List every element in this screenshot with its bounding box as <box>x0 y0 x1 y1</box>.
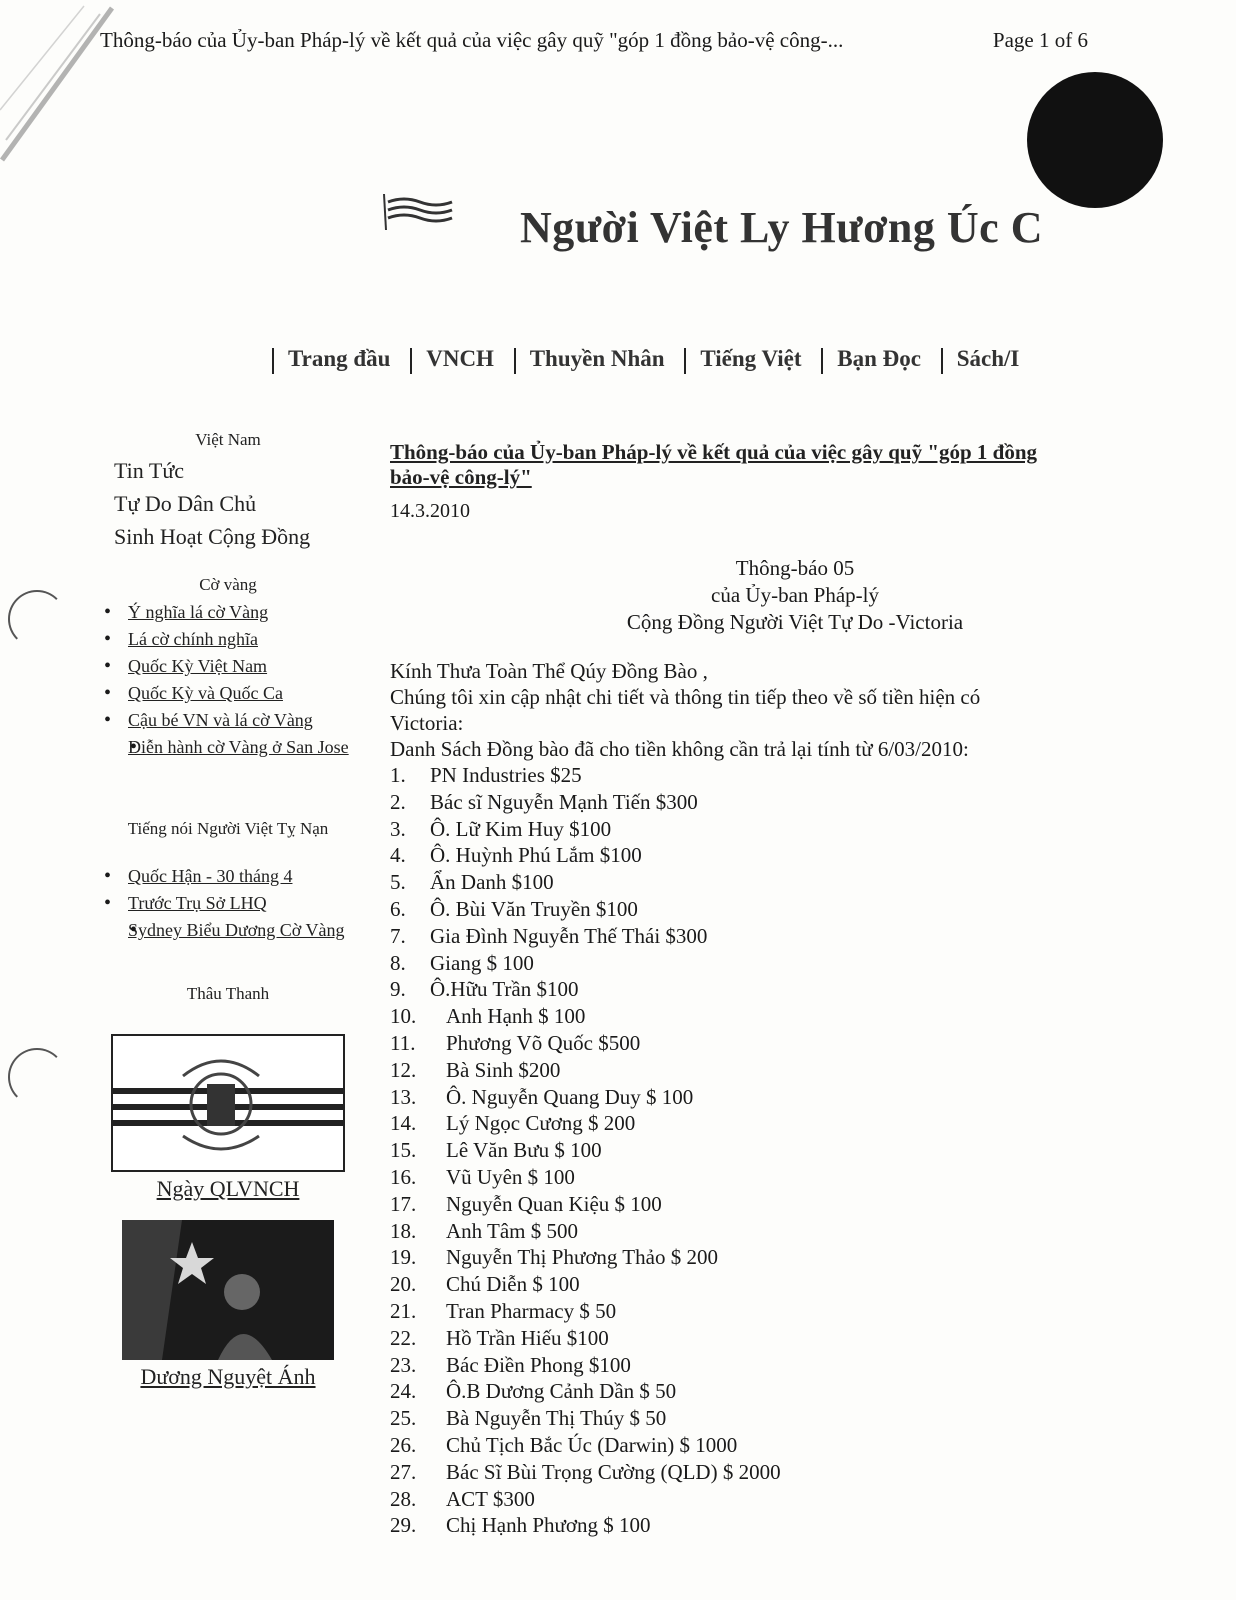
donor-number: 14. <box>390 1111 417 1136</box>
nav-separator <box>514 348 516 374</box>
notice-line: của Ủy-ban Pháp-lý <box>711 583 879 607</box>
sidebar-link-chinh-nghia[interactable]: Lá cờ chính nghĩa <box>128 629 258 649</box>
print-header <box>100 28 1100 53</box>
donor-number: 24. <box>390 1379 417 1404</box>
donor-entry: Hồ Trần Hiếu $100 <box>446 1325 609 1350</box>
donor-row <box>390 1030 1110 1057</box>
donor-number: 18. <box>390 1218 417 1243</box>
donor-row <box>390 1244 1110 1271</box>
donor-number: 28. <box>390 1486 417 1511</box>
donor-row <box>390 816 1110 843</box>
donor-number: 6. <box>390 896 406 921</box>
punch-hole <box>8 590 66 648</box>
sidebar-heading-tieng-noi: Tiếng nói Người Việt Tỵ Nạn <box>127 819 329 838</box>
donor-number: 13. <box>390 1084 417 1109</box>
donor-number: 22. <box>390 1325 417 1350</box>
list-item <box>98 626 358 653</box>
article <box>390 440 1110 1539</box>
nav-item-tieng-viet[interactable]: Tiếng Việt <box>700 346 802 371</box>
donor-entry: Gia Đình Nguyễn Thế Thái $300 <box>430 923 708 948</box>
donor-row <box>390 1164 1110 1191</box>
donor-number: 16. <box>390 1164 417 1189</box>
nav-item-thuyen-nhan[interactable]: Thuyền Nhân <box>529 346 665 371</box>
donor-number: 27. <box>390 1459 417 1484</box>
donor-row <box>390 1137 1110 1164</box>
nav-item-vnch[interactable]: VNCH <box>426 346 494 371</box>
donor-entry: Ô.Hữu Trần $100 <box>430 977 579 1002</box>
donor-row <box>390 1378 1110 1405</box>
sidebar-link-quoc-ky[interactable]: Quốc Kỳ Việt Nam <box>128 656 268 676</box>
site-title[interactable]: Người Việt Ly Hương Úc C <box>520 203 1043 252</box>
sidebar-link-sydney[interactable]: Sydney Biểu Dương Cờ Vàng <box>128 920 345 940</box>
donor-row <box>390 976 1110 1003</box>
list-item <box>98 707 358 734</box>
media-caption-duong-nguyet-anh[interactable]: Dương Nguyệt Ánh <box>140 1364 316 1389</box>
sidebar-link-cau-be[interactable]: Cậu bé VN và lá cờ Vàng <box>128 710 313 730</box>
donor-entry: Anh Tâm $ 500 <box>446 1218 579 1243</box>
notice-line: Thông-báo 05 <box>735 556 855 580</box>
donor-row <box>390 1459 1110 1486</box>
donor-row <box>390 896 1110 923</box>
list-item <box>98 863 358 890</box>
list-item <box>98 599 358 626</box>
donor-entry: Bác Sĩ Bùi Trọng Cường (QLD) $ 2000 <box>446 1459 781 1484</box>
donor-entry: Phương Võ Quốc $500 <box>446 1030 641 1055</box>
donor-number: 17. <box>390 1191 417 1216</box>
donor-entry: Bà Nguyễn Thị Thúy $ 50 <box>446 1406 667 1431</box>
sidebar-heading-viet-nam: Việt Nam <box>195 430 261 449</box>
donor-number: 5. <box>390 870 406 895</box>
donor-row <box>390 762 1110 789</box>
donor-number: 23. <box>390 1352 417 1377</box>
donor-entry: PN Industries $25 <box>430 763 582 787</box>
donor-entry: Vũ Uyên $ 100 <box>446 1164 575 1189</box>
donor-row <box>390 1298 1110 1325</box>
donor-number: 10. <box>390 1004 417 1029</box>
donor-entry: Nguyễn Quan Kiệu $ 100 <box>446 1191 662 1216</box>
donor-row <box>390 1003 1110 1030</box>
donor-row <box>390 1271 1110 1298</box>
donor-entry: Ô. Huỳnh Phú Lắm $100 <box>430 843 642 868</box>
donor-row <box>390 1325 1110 1352</box>
top-nav <box>272 346 1100 374</box>
notice-heading <box>390 555 1110 636</box>
donor-entry: Ẩn Danh $100 <box>430 870 554 895</box>
page-number: Page 1 of 6 <box>992 28 1088 52</box>
media-thumbnail[interactable] <box>122 1220 334 1360</box>
media-card <box>98 1034 358 1202</box>
greeting: Kính Thưa Toàn Thể Qúy Đồng Bào , <box>390 659 708 683</box>
donor-row <box>390 869 1110 896</box>
donor-entry: Chú Diễn $ 100 <box>446 1272 580 1297</box>
donor-number: 1. <box>390 763 406 787</box>
sidebar-link-y-nghia[interactable]: Ý nghĩa lá cờ Vàng <box>128 602 269 622</box>
sidebar-heading-co-vang: Cờ vàng <box>199 575 257 594</box>
media-card <box>98 1220 358 1390</box>
donor-number: 7. <box>390 923 406 948</box>
sidebar-link-quoc-ky-quoc-ca[interactable]: Quốc Kỳ và Quốc Ca <box>128 683 283 703</box>
list-item <box>98 653 358 680</box>
donor-number: 2. <box>390 789 406 814</box>
co-vang-link-list <box>98 599 358 761</box>
sidebar-link-tin-tuc[interactable]: Tin Tức <box>114 458 185 483</box>
donor-row <box>390 789 1110 816</box>
donor-number: 3. <box>390 816 406 841</box>
army-emblem-flag-icon <box>113 1036 343 1170</box>
donor-number: 12. <box>390 1057 417 1082</box>
redaction-blot <box>1027 72 1163 208</box>
donor-list-intro: Danh Sách Đồng bào đã cho tiền không cần trả lại tính từ 6/03/2010: <box>390 737 969 761</box>
flag-logo-icon[interactable] <box>380 190 460 234</box>
nav-separator <box>684 348 686 374</box>
donor-number: 25. <box>390 1406 417 1431</box>
nav-separator <box>410 348 412 374</box>
donor-entry: Ô. Lữ Kim Huy $100 <box>430 816 612 841</box>
donor-number: 11. <box>390 1030 416 1055</box>
media-caption-ngay-qlvnch[interactable]: Ngày QLVNCH <box>156 1176 300 1201</box>
donor-entry: Nguyễn Thị Phương Thảo $ 200 <box>446 1245 718 1270</box>
tieng-noi-link-list <box>98 863 358 944</box>
article-title[interactable]: Thông-báo của Ủy-ban Pháp-lý về kết quả của việc gây quỹ "góp 1 đồng bảo-vệ công-lý" <box>390 440 1038 489</box>
donor-entry: Anh Hạnh $ 100 <box>446 1004 586 1029</box>
donor-row <box>390 1486 1110 1513</box>
donor-row <box>390 1084 1110 1111</box>
nav-separator <box>941 348 943 374</box>
donor-entry: Ô. Nguyễn Quang Duy $ 100 <box>446 1084 694 1109</box>
donor-entry: Chị Hạnh Phương $ 100 <box>446 1513 651 1538</box>
donor-entry: Giang $ 100 <box>430 950 534 975</box>
donor-entry: Ô. Bùi Văn Truyền $100 <box>430 896 638 921</box>
list-item <box>98 680 358 707</box>
donor-row <box>390 1110 1110 1137</box>
donor-number: 19. <box>390 1245 417 1270</box>
donor-row <box>390 1191 1110 1218</box>
sidebar-link-quoc-han[interactable]: Quốc Hận - 30 tháng 4 <box>128 866 293 886</box>
donor-number: 26. <box>390 1432 417 1457</box>
donor-entry: Chủ Tịch Bắc Úc (Darwin) $ 1000 <box>446 1432 738 1457</box>
nav-separator <box>272 348 274 374</box>
list-item <box>98 890 358 917</box>
donor-row <box>390 842 1110 869</box>
singer-photo-icon <box>122 1220 334 1360</box>
donor-entry: Lê Văn Bưu $ 100 <box>446 1138 602 1163</box>
donor-entry: Bà Sinh $200 <box>446 1057 561 1082</box>
sidebar-link-dien-hanh[interactable]: Diễn hành cờ Vàng ở San Jose <box>128 737 349 757</box>
nav-separator <box>821 348 823 374</box>
punch-hole <box>8 1048 66 1106</box>
donor-row <box>390 1512 1110 1539</box>
donor-row <box>390 923 1110 950</box>
donor-number: 9. <box>390 977 406 1002</box>
donor-row <box>390 1432 1110 1459</box>
intro-text-cont: Victoria: <box>390 711 464 735</box>
sidebar <box>98 430 358 1390</box>
list-item <box>98 734 358 761</box>
donor-entry: ACT $300 <box>446 1486 535 1511</box>
nav-item-sach[interactable]: Sách/I <box>956 346 1020 371</box>
print-header-title: Thông-báo của Ủy-ban Pháp-lý về kết quả của việc gây quỹ "góp 1 đồng bảo-vệ công-... <box>100 28 844 52</box>
donor-row <box>390 950 1110 977</box>
donor-entry: Ô.B Dương Cảnh Dần $ 50 <box>446 1379 677 1404</box>
donor-number: 4. <box>390 843 406 868</box>
donor-list <box>390 762 1110 1539</box>
donor-row <box>390 1218 1110 1245</box>
donor-entry: Tran Pharmacy $ 50 <box>446 1298 617 1323</box>
sidebar-link-sinh-hoat[interactable]: Sinh Hoạt Cộng Đồng <box>114 524 311 549</box>
donor-number: 15. <box>390 1138 417 1163</box>
donor-number: 29. <box>390 1513 417 1538</box>
article-date: 14.3.2010 <box>390 500 470 522</box>
donor-entry: Lý Ngọc Cương $ 200 <box>446 1111 636 1136</box>
donor-number: 20. <box>390 1272 417 1297</box>
donor-row <box>390 1352 1110 1379</box>
list-item <box>98 917 358 944</box>
donor-row <box>390 1405 1110 1432</box>
media-thumbnail[interactable] <box>111 1034 345 1172</box>
donor-number: 8. <box>390 950 406 975</box>
sidebar-link-lhq[interactable]: Trước Trụ Sở LHQ <box>128 893 267 913</box>
sidebar-link-tu-do-dan-chu[interactable]: Tự Do Dân Chủ <box>114 491 257 516</box>
donor-row <box>390 1057 1110 1084</box>
nav-item-ban-doc[interactable]: Bạn Đọc <box>837 346 921 371</box>
donor-number: 21. <box>390 1298 417 1323</box>
intro-text: Chúng tôi xin cập nhật chi tiết và thông tin tiếp theo về số tiền hiện có <box>390 685 981 709</box>
donor-entry: Bác sĩ Nguyễn Mạnh Tiến $300 <box>430 789 698 814</box>
sidebar-heading-thau-thanh: Thâu Thanh <box>186 984 270 1003</box>
donor-entry: Bác Điền Phong $100 <box>446 1352 631 1377</box>
nav-item-trang-dau[interactable]: Trang đầu <box>288 346 391 371</box>
notice-line: Cộng Đồng Người Việt Tự Do -Victoria <box>626 610 964 634</box>
